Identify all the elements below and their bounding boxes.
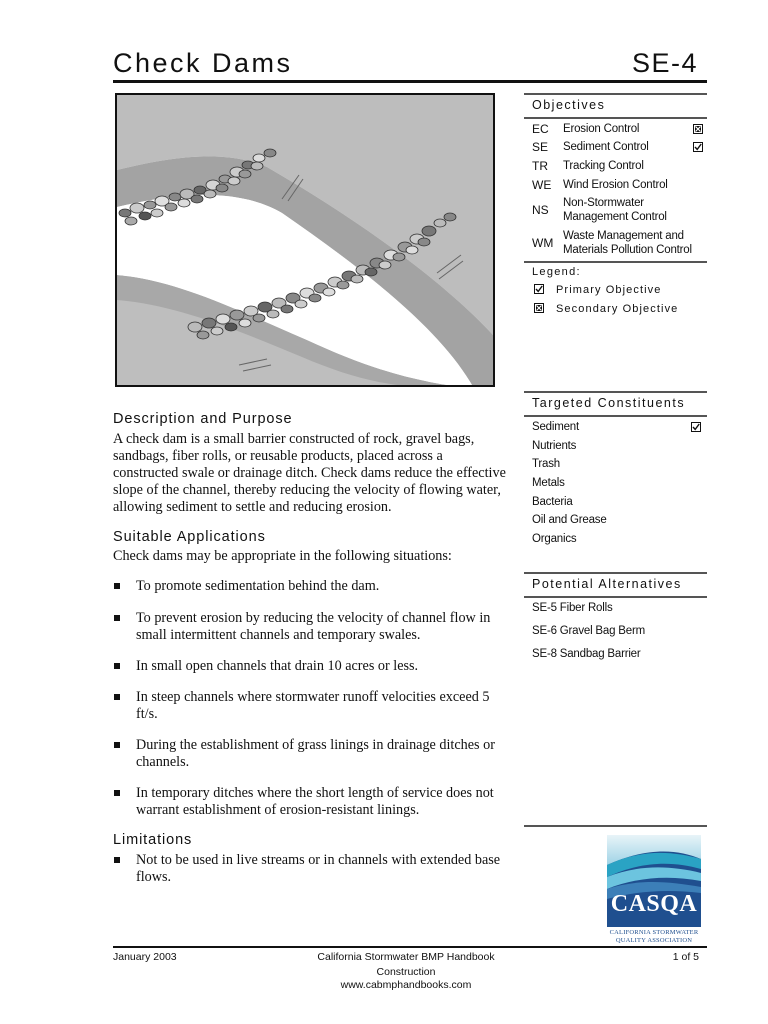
alternative-item: SE-8 Sandbag Barrier [532, 648, 641, 660]
secondary-objective-icon [693, 124, 703, 134]
objective-code: WE [532, 178, 552, 192]
constituent-item: Bacteria [532, 496, 573, 508]
objective-label: Waste Management and Materials Pollution Control [563, 230, 692, 256]
constituent-item: Nutrients [532, 440, 577, 452]
objective-code: NS [532, 203, 549, 217]
footer-date: January 2003 [113, 951, 177, 963]
objective-code: TR [532, 159, 548, 173]
sidebar-rule [524, 572, 707, 574]
objective-code: WM [532, 236, 554, 250]
objectives-heading: Objectives [532, 98, 606, 112]
objective-code: EC [532, 122, 549, 136]
constituent-item: Trash [532, 458, 560, 470]
objective-label: Erosion Control [563, 123, 640, 135]
sidebar-rule [524, 825, 707, 827]
bmp-code: SE-4 [631, 48, 698, 78]
bullet-icon [114, 583, 120, 589]
logo-text: CASQA [610, 891, 698, 917]
sidebar-rule [524, 117, 707, 119]
objective-label: Non-Stormwater Management Control [563, 197, 667, 223]
description-heading: Description and Purpose [113, 411, 293, 427]
description-body: A check dam is a small barrier constructed of rock, gravel bags, sandbags, fiber rolls, or reusable products, placed across a constructed swale or drainage ditch. Check dams reduce the effective slope of the channel, thereby reducing the velocity of flowing water, allowing sediment to settle and reducing erosion. [113, 431, 506, 515]
sidebar-rule [524, 261, 707, 263]
page-number: 1 of 5 [672, 951, 699, 963]
constituent-item: Sediment [532, 421, 579, 433]
bullet-icon [114, 857, 120, 863]
logo-subtitle: CALIFORNIA STORMWATER QUALITY ASSOCIATION [609, 929, 699, 944]
check-dam-illustration [115, 93, 495, 387]
constituent-item: Organics [532, 533, 577, 545]
bullet-icon [114, 742, 120, 748]
legend-heading: Legend: [532, 266, 581, 278]
constituents-heading: Targeted Constituents [532, 396, 686, 410]
legend-primary: Primary Objective [556, 284, 662, 296]
alternative-item: SE-5 Fiber Rolls [532, 602, 613, 614]
objective-label: Wind Erosion Control [563, 179, 668, 191]
applications-heading: Suitable Applications [113, 529, 266, 545]
footer-rule [113, 946, 707, 948]
applications-intro: Check dams may be appropriate in the following situations: [113, 548, 452, 564]
bullet-icon [114, 694, 120, 700]
primary-objective-icon [693, 142, 703, 152]
sidebar-rule [524, 93, 707, 95]
limitations-heading: Limitations [113, 832, 193, 848]
header-rule [113, 80, 707, 83]
legend-secondary: Secondary Objective [556, 303, 679, 315]
primary-objective-icon [534, 284, 544, 294]
bullet-icon [114, 663, 120, 669]
secondary-objective-icon [534, 303, 544, 313]
objective-code: SE [532, 140, 549, 154]
page-title: Check Dams [113, 48, 293, 78]
footer-handbook: California Stormwater BMP Handbook [317, 951, 495, 963]
footer-url[interactable]: www.cabmphandbooks.com [340, 979, 472, 991]
checkmark-icon [691, 422, 701, 432]
sidebar-rule [524, 415, 707, 417]
sidebar-rule [524, 596, 707, 598]
objective-label: Tracking Control [563, 160, 644, 172]
bullet-icon [114, 790, 120, 796]
objective-label: Sediment Control [563, 141, 649, 153]
bullet-icon [114, 615, 120, 621]
alternative-item: SE-6 Gravel Bag Berm [532, 625, 645, 637]
alternatives-heading: Potential Alternatives [532, 577, 682, 591]
sidebar-rule [524, 391, 707, 393]
constituent-item: Oil and Grease [532, 514, 607, 526]
constituent-item: Metals [532, 477, 565, 489]
footer-section: Construction [376, 966, 436, 978]
